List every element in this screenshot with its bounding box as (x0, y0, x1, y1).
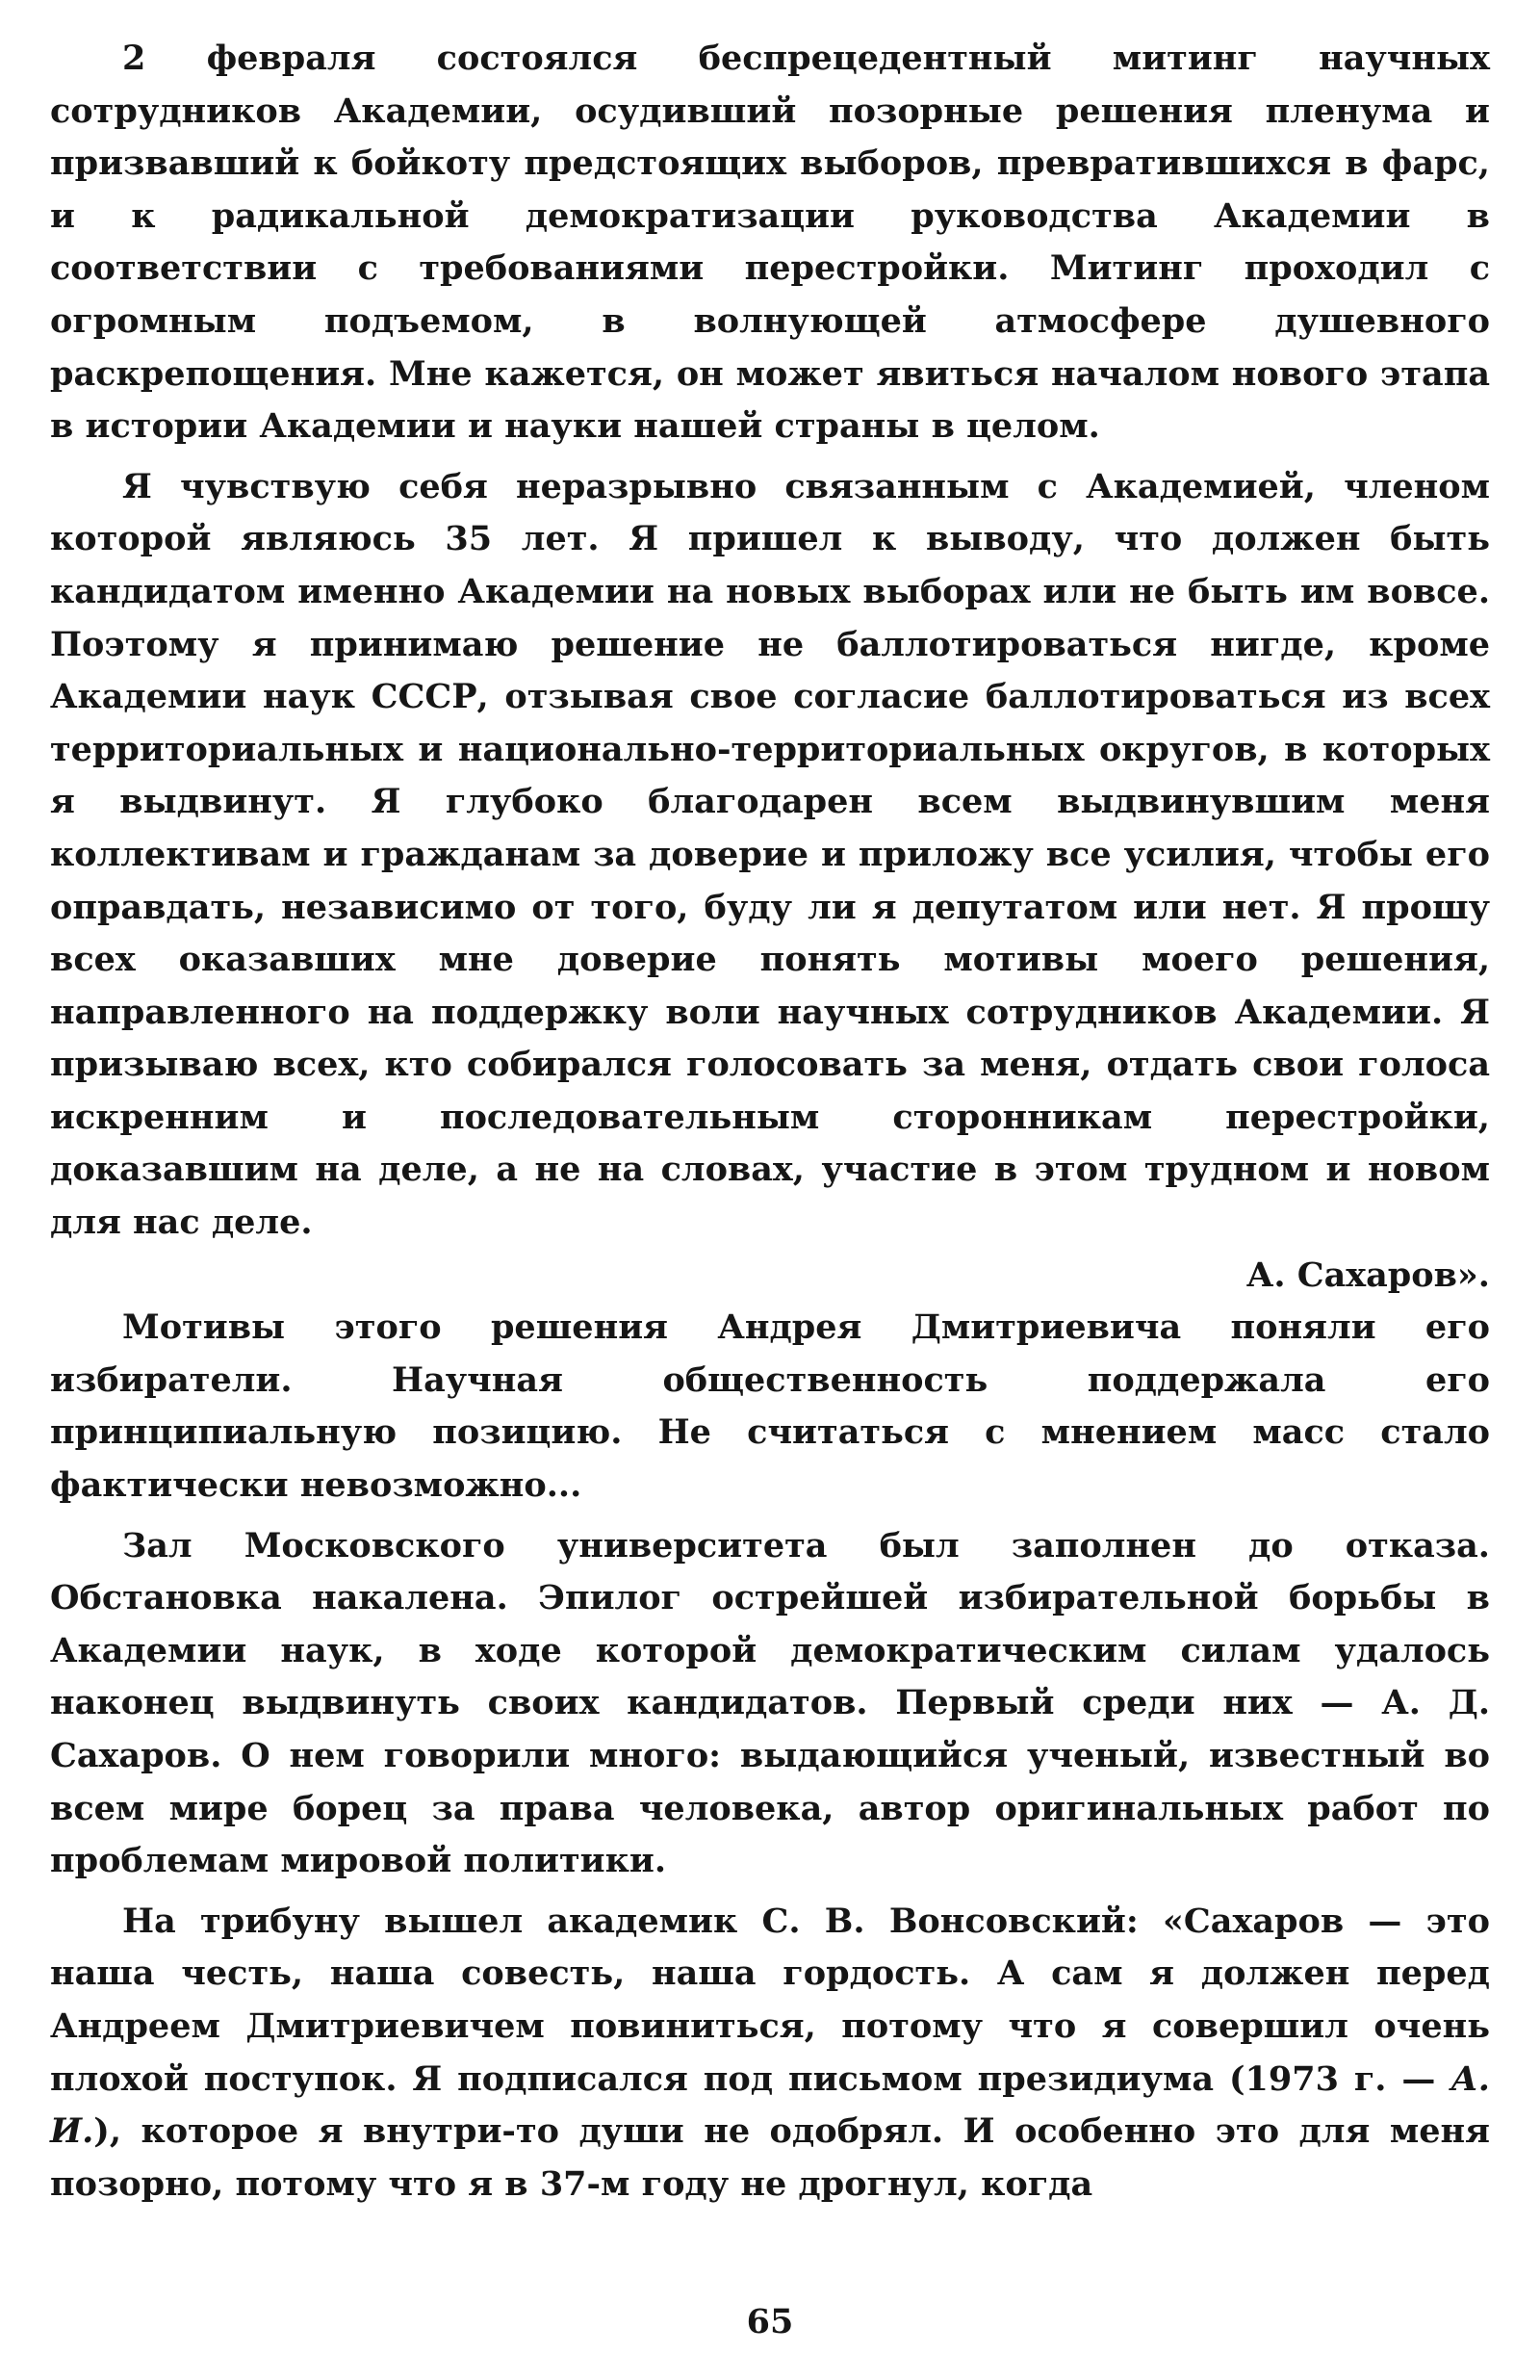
paragraph-rally: 2 февраля состоялся беспрецедентный митинг научных сотрудников Академии, осудивший позорные решения пленума и призвавший к бойкоту предстоящих выборов, превратившихся в фарс, и к радикальной демократизации руководства Академии в соответствии с требованиями перестройки. Митинг проходил с огромным подъемом, в волнующей атмосфере душевного раскрепощения. Мне кажется, он может явиться началом нового этапа в истории Академии и науки нашей страны в целом. (50, 39, 1490, 447)
document-page (50, 33, 1490, 2343)
paragraph-motives: Мотивы этого решения Андрея Дмитриевича поняли его избиратели. Научная общественность поддержала его принципиальную позицию. Не считаться с мнением масс стало фактически невозможно... (50, 1307, 1490, 1506)
paragraph-university-hall: Зал Московского университета был заполнен до отказа. Обстановка накалена. Эпилог острейшей избирательной борьбы в Академии наук, в ходе которой демократическим силам удалось наконец выдвинуть своих кандидатов. Первый среди них — А. Д. Сахаров. О нем говорили много: выдающийся ученый, известный во всем мире борец за права человека, автор оригинальных работ по проблемам мировой политики. (50, 1525, 1490, 1881)
paragraph-vonsovsky-part-2: ), которое я внутри-то души не одобрял. И особенно это для меня позорно, потому что я в 37-м году не дрогнул, когда (50, 2111, 1490, 2204)
author-note: А. И. (50, 2058, 1490, 2152)
paragraph-vonsovsky-part-1: На трибуну вышел академик С. В. Вонсовский: «Сахаров — это наша честь, наша совесть, наша гордость. А сам я должен перед Андреем Дмитриевичем повиниться, потому что я совершил очень плохой поступок. Я подписался под письмом президиума (1973 г. — (50, 1901, 1490, 2099)
page-number: 65 (746, 2302, 794, 2341)
paragraph-decision: Я чувствую себя неразрывно связанным с Академией, членом которой являюсь 35 лет. Я пришел к выводу, что должен быть кандидатом именно Академии на новых выборах или не быть им вовсе. Поэтому я принимаю решение не баллотироваться нигде, кроме Академии наук СССР, отзывая свое согласие баллотироваться из всех территориальных и национально-территориальных округов, в которых я выдвинут. Я глубоко благодарен всем выдвинувшим меня коллективам и гражданам за доверие и приложу все усилия, чтобы его оправдать, независимо от того, буду ли я депутатом или нет. Я прошу всех оказавших мне доверие понять мотивы моего решения, направленного на поддержку воли научных сотрудников Академии. Я призываю всех, кто собирался голосовать за меня, отдать свои голоса искренним и последовательным сторонникам перестройки, доказавшим на деле, а не на словах, участие в этом трудном и новом для нас деле. (50, 466, 1490, 1243)
signature: А. Сахаров». (1245, 1255, 1490, 1295)
paragraph-vonsovsky (50, 1896, 1490, 2212)
